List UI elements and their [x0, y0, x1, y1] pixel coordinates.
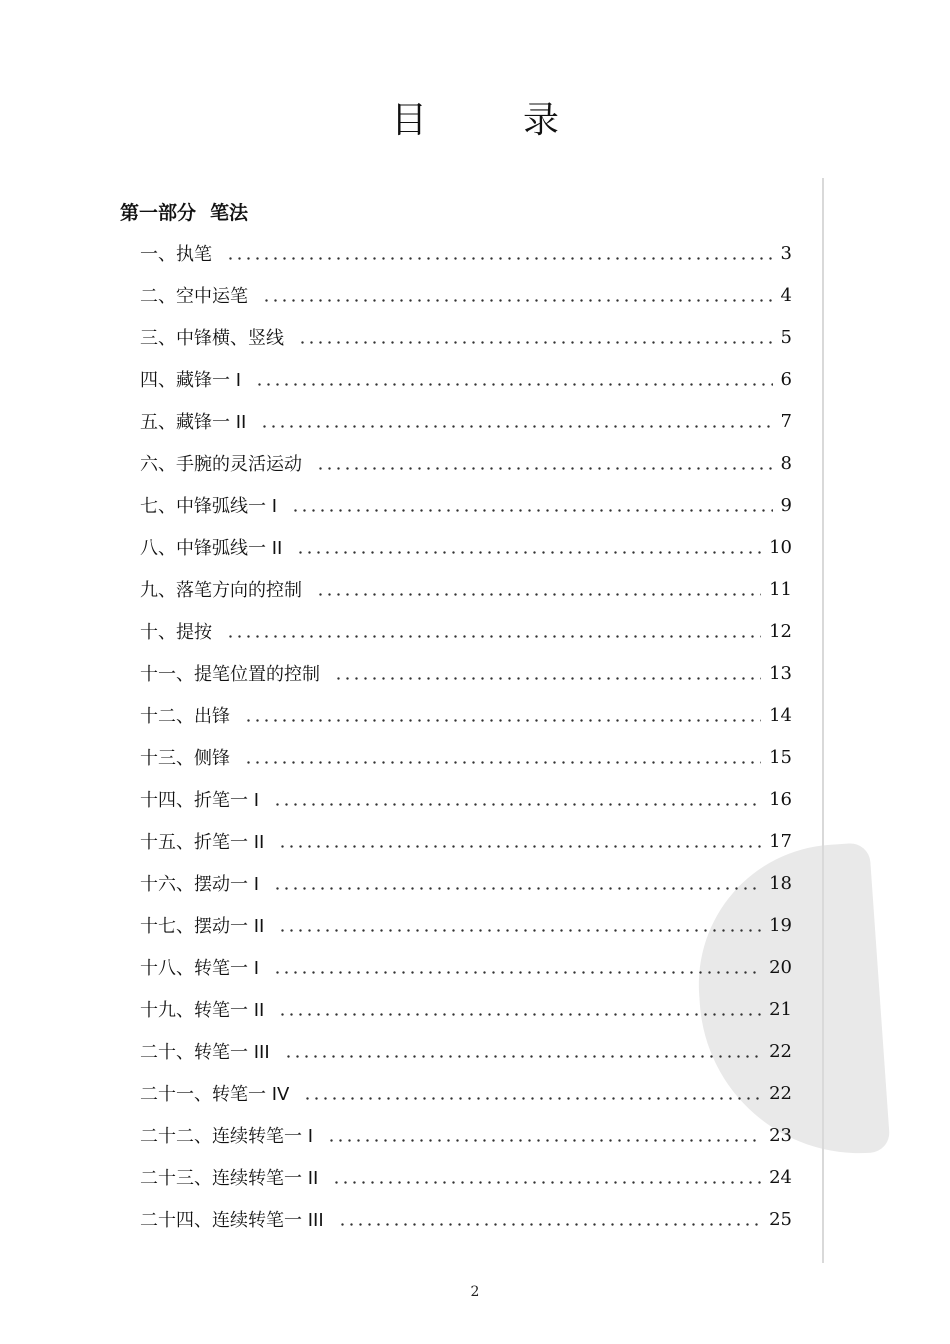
toc-entry-label: 四、藏锋一 I — [140, 370, 242, 391]
toc-entry-page: 7 — [780, 410, 792, 432]
page-title: 目 录 — [390, 100, 589, 141]
toc-entry-page: 6 — [780, 368, 792, 390]
toc-entry-label: 八、中锋弧线一 II — [140, 538, 283, 559]
toc-entry-label: 二十一、转笔一 IV — [140, 1084, 290, 1105]
toc-entry-page: 16 — [769, 788, 792, 810]
toc-entry-label: 五、藏锋一 II — [140, 412, 247, 433]
toc-entry[interactable] — [140, 358, 792, 400]
toc-entry[interactable] — [140, 1198, 792, 1240]
toc-dot-leader — [278, 929, 761, 932]
toc-entry[interactable] — [140, 820, 792, 862]
toc-entry[interactable] — [140, 610, 792, 652]
toc-entry[interactable] — [140, 904, 792, 946]
toc-entry[interactable] — [140, 778, 792, 820]
toc-dot-leader — [262, 299, 773, 302]
toc-entry[interactable] — [140, 232, 792, 274]
toc-entry-page: 21 — [769, 998, 792, 1020]
toc-entry-label: 十九、转笔一 II — [140, 1000, 265, 1021]
section-heading — [120, 198, 248, 225]
toc-entry-label: 一、执笔 — [140, 244, 212, 265]
toc-entry[interactable] — [140, 946, 792, 988]
toc-entry[interactable] — [140, 862, 792, 904]
toc-entry[interactable] — [140, 274, 792, 316]
page-number: 2 — [470, 1284, 480, 1300]
toc-dot-leader — [316, 467, 773, 470]
toc-entry-page: 12 — [769, 620, 792, 642]
toc-entry-page: 9 — [780, 494, 792, 516]
toc-entry-page: 19 — [769, 914, 792, 936]
toc-entry-page: 4 — [780, 284, 792, 306]
toc-entry[interactable] — [140, 1030, 792, 1072]
toc-entry-label: 十、提按 — [140, 622, 212, 643]
toc-entry-label: 二十三、连续转笔一 II — [140, 1168, 319, 1189]
toc-entry-page: 11 — [769, 578, 792, 600]
toc-dot-leader — [303, 1097, 761, 1100]
toc-entry-page: 24 — [769, 1166, 792, 1188]
toc-entry[interactable] — [140, 568, 792, 610]
toc-entry[interactable] — [140, 652, 792, 694]
toc-entry-label: 二十二、连续转笔一 I — [140, 1126, 314, 1147]
toc-entry-label: 二十、转笔一 III — [140, 1042, 270, 1063]
toc-entry-page: 25 — [769, 1208, 792, 1230]
toc-dot-leader — [244, 761, 761, 764]
toc-entry-page: 14 — [769, 704, 792, 726]
toc-entry-label: 十一、提笔位置的控制 — [140, 664, 320, 685]
toc-dot-leader — [273, 803, 761, 806]
toc-entry-label: 十三、侧锋 — [140, 748, 230, 769]
toc-entry-label: 十八、转笔一 I — [140, 958, 260, 979]
toc-dot-leader — [298, 341, 773, 344]
toc-entry-page: 10 — [769, 536, 792, 558]
toc-dot-leader — [284, 1055, 761, 1058]
toc-entry[interactable] — [140, 442, 792, 484]
toc-entry-page: 15 — [769, 746, 792, 768]
toc-entry-page: 5 — [780, 326, 792, 348]
section-part: 第一部分 — [120, 202, 197, 224]
toc-entry-page: 23 — [769, 1124, 792, 1146]
toc-entry-label: 二、空中运笔 — [140, 286, 248, 307]
toc-dot-leader — [338, 1223, 761, 1226]
toc-dot-leader — [334, 677, 761, 680]
toc-entry[interactable] — [140, 316, 792, 358]
toc-dot-leader — [296, 551, 761, 554]
toc-dot-leader — [244, 719, 761, 722]
toc-entry-label: 十四、折笔一 I — [140, 790, 260, 811]
toc-entry-page: 22 — [769, 1082, 792, 1104]
toc-entry-label: 十五、折笔一 II — [140, 832, 265, 853]
toc-entry-page: 22 — [769, 1040, 792, 1062]
toc-dot-leader — [332, 1181, 761, 1184]
toc-entry-label: 十七、摆动一 II — [140, 916, 265, 937]
toc-dot-leader — [278, 845, 761, 848]
toc-entry-page: 13 — [769, 662, 792, 684]
toc-entry[interactable] — [140, 484, 792, 526]
toc-entry[interactable] — [140, 1114, 792, 1156]
toc-entry-label: 十六、摆动一 I — [140, 874, 260, 895]
toc-dot-leader — [327, 1139, 761, 1142]
toc-entry[interactable] — [140, 736, 792, 778]
toc-entry-page: 8 — [780, 452, 792, 474]
toc-entry[interactable] — [140, 694, 792, 736]
toc-entry-label: 二十四、连续转笔一 III — [140, 1210, 324, 1231]
toc-dot-leader — [273, 887, 761, 890]
toc-entry-page: 18 — [769, 872, 792, 894]
toc-dot-leader — [226, 635, 761, 638]
toc-dot-leader — [291, 509, 773, 512]
section-name: 笔法 — [210, 202, 249, 224]
toc-entry-page: 3 — [780, 242, 792, 264]
table-of-contents — [140, 232, 792, 1240]
toc-entry-label: 七、中锋弧线一 I — [140, 496, 278, 517]
toc-entry[interactable] — [140, 1072, 792, 1114]
toc-entry[interactable] — [140, 526, 792, 568]
toc-entry-label: 六、手腕的灵活运动 — [140, 454, 302, 475]
toc-entry-page: 20 — [769, 956, 792, 978]
page-edge-shadow — [822, 178, 824, 1263]
toc-dot-leader — [255, 383, 773, 386]
toc-entry[interactable] — [140, 400, 792, 442]
toc-entry-label: 九、落笔方向的控制 — [140, 580, 302, 601]
toc-entry-page: 17 — [769, 830, 792, 852]
toc-dot-leader — [226, 257, 773, 260]
toc-dot-leader — [278, 1013, 761, 1016]
toc-dot-leader — [316, 593, 761, 596]
toc-dot-leader — [260, 425, 772, 428]
toc-entry-label: 十二、出锋 — [140, 706, 230, 727]
toc-entry-label: 三、中锋横、竖线 — [140, 328, 284, 349]
toc-entry[interactable] — [140, 1156, 792, 1198]
toc-entry[interactable] — [140, 988, 792, 1030]
toc-dot-leader — [273, 971, 761, 974]
